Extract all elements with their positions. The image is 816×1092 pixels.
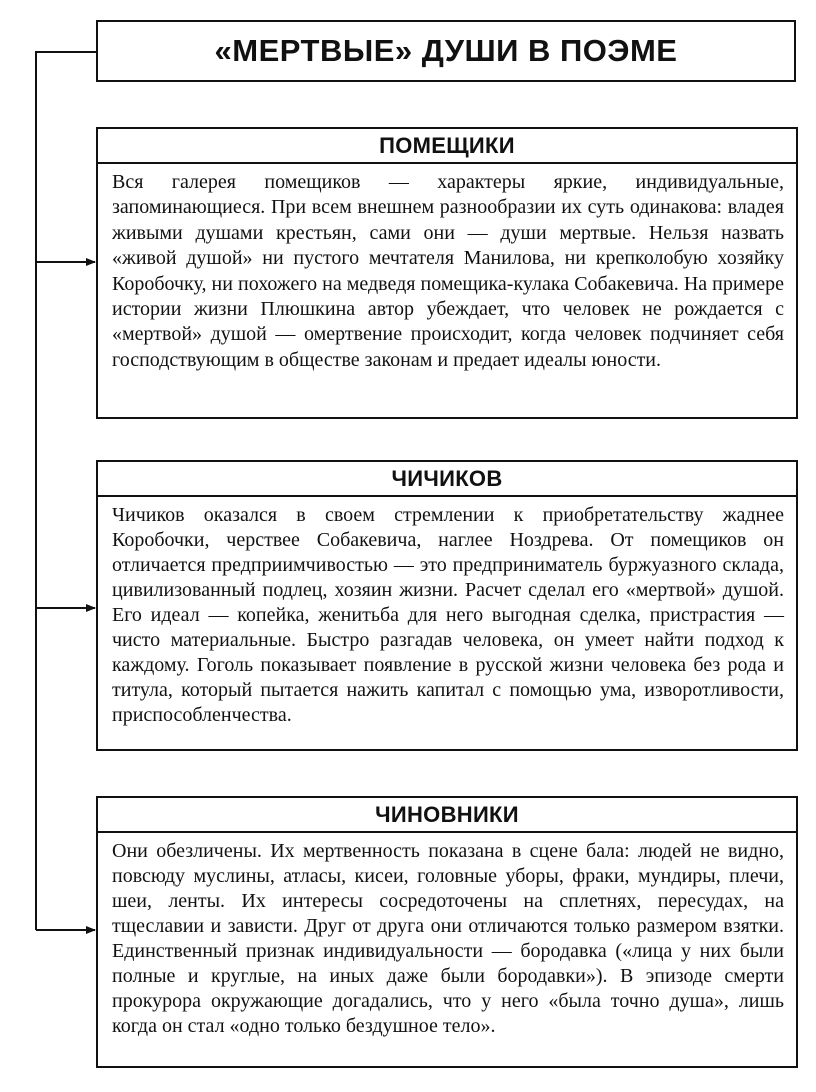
section-header-landowners: ПОМЕЩИКИ (98, 129, 796, 164)
section-header-chichikov: ЧИЧИКОВ (98, 462, 796, 497)
section-chichikov (96, 460, 798, 751)
section-text-landowners: Вся галерея помещиков — характеры яркие, индивидуальные, запоминающиеся. При всем внешнем разнообразии их суть одинакова: владея живыми душами крестьян, сами они — души мертвые. Нельзя назвать «живой душой» ни пустого мечтателя Манилова, ни крепколобую хозяйку Коробочку, ни похожего на медведя помещика-кулака Собакевича. На примере истории жизни Плюшкина автор убеждает, что человек не рождается с «мертвой» душой — омертвение происходит, когда человек подчиняет себя господствующим в обществе законам и предает идеалы юности. (112, 171, 784, 371)
section-landowners (96, 127, 798, 419)
section-text-officials: Они обезличены. Их мертвенность показана в сцене бала: людей не видно, повсюду муслины, атласы, кисеи, головные уборы, фраки, мундиры, плечи, шеи, ленты. Их интересы сосредоточены на сплетнях, пересудах, на тщеславии и зависти. Друг от друга они отличаются только размером взятки. Единственный признак индивидуальности — бородавка («лица у них были полные и круглые, на иных даже были бородавки»). В эпизоде смерти прокурора окружающие догадались, что у него «была точно душа», лишь когда он стал «одно только бездушное тело». (112, 840, 784, 1037)
section-officials (96, 796, 798, 1068)
page-title: «МЕРТВЫЕ» ДУШИ В ПОЭМЕ (214, 33, 678, 68)
section-text-chichikov: Чичиков оказался в своем стремлении к приобретательству жаднее Коробочки, черствее Собакевича, наглее Ноздрева. От помещиков он отличается предприимчивостью — это предприниматель буржуазного склада, цивилизованный подлец, хозяин жизни. Расчет сделал его «мертвой» душой. Его идеал — копейка, женитьба для него выгодная сделка, пристрастия — чисто материальные. Быстро разгадав человека, он умеет найти подход к каждому. Гоголь показывает появление в русской жизни человека без рода и титула, который пытается нажить капитал с помощью ума, изворотливости, приспособленчества. (112, 504, 784, 726)
section-header-officials: ЧИНОВНИКИ (98, 798, 796, 833)
title-box (96, 20, 796, 82)
